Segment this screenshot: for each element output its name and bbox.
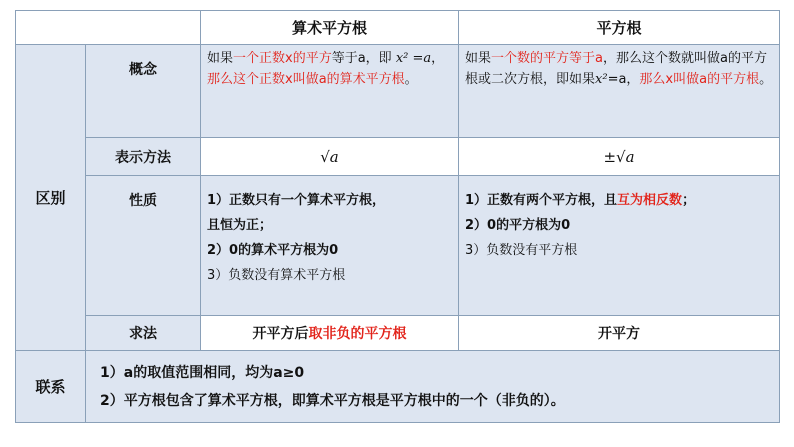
section-link-label: 联系 — [16, 351, 86, 422]
property-line: 1）正数只有一个算术平方根， — [207, 193, 386, 208]
notation-arithmetic-root: √a — [201, 138, 459, 176]
row-label-concept: 概念 — [86, 45, 201, 138]
concept-arithmetic-root: 如果一个正数x的平方等于a，即 x² =a，那么这个正数x叫做a的算术平方根。 — [201, 45, 459, 138]
row-label-property: 性质 — [86, 176, 201, 316]
property-line: 2）0的算术平方根为0 — [207, 243, 339, 258]
header-empty-cell — [16, 11, 201, 45]
concept-square-root: 如果一个数的平方等于a，那么这个数就叫做a的平方根或二次方根，即如果x²=a，那么x叫做a的平方根。 — [459, 45, 779, 138]
link-line: 2）平方根包含了算术平方根，即算术平方根是平方根中的一个（非负的）。 — [100, 393, 565, 409]
row-label-notation: 表示方法 — [86, 138, 201, 176]
notation-square-root: ±√a — [459, 138, 779, 176]
property-line: 3）负数没有算术平方根 — [207, 268, 346, 283]
method-arithmetic-root: 开平方后取非负的平方根 — [201, 316, 459, 351]
property-line: 3）负数没有平方根 — [465, 243, 578, 258]
property-line: 2）0的平方根为0 — [465, 218, 571, 233]
header-arithmetic-root: 算术平方根 — [201, 11, 459, 45]
header-square-root: 平方根 — [459, 11, 779, 45]
property-line: 且恒为正； — [207, 218, 273, 233]
link-content — [86, 351, 779, 422]
link-line: 1）a的取值范围相同，均为a≥0 — [100, 365, 305, 381]
method-square-root: 开平方 — [459, 316, 779, 351]
comparison-table — [15, 10, 780, 423]
section-difference-label: 区别 — [16, 45, 86, 351]
property-square-root: 1）正数有两个平方根，且互为相反数； 2）0的平方根为0 3）负数没有平方根 — [459, 176, 779, 316]
row-label-method: 求法 — [86, 316, 201, 351]
property-arithmetic-root — [201, 176, 459, 316]
